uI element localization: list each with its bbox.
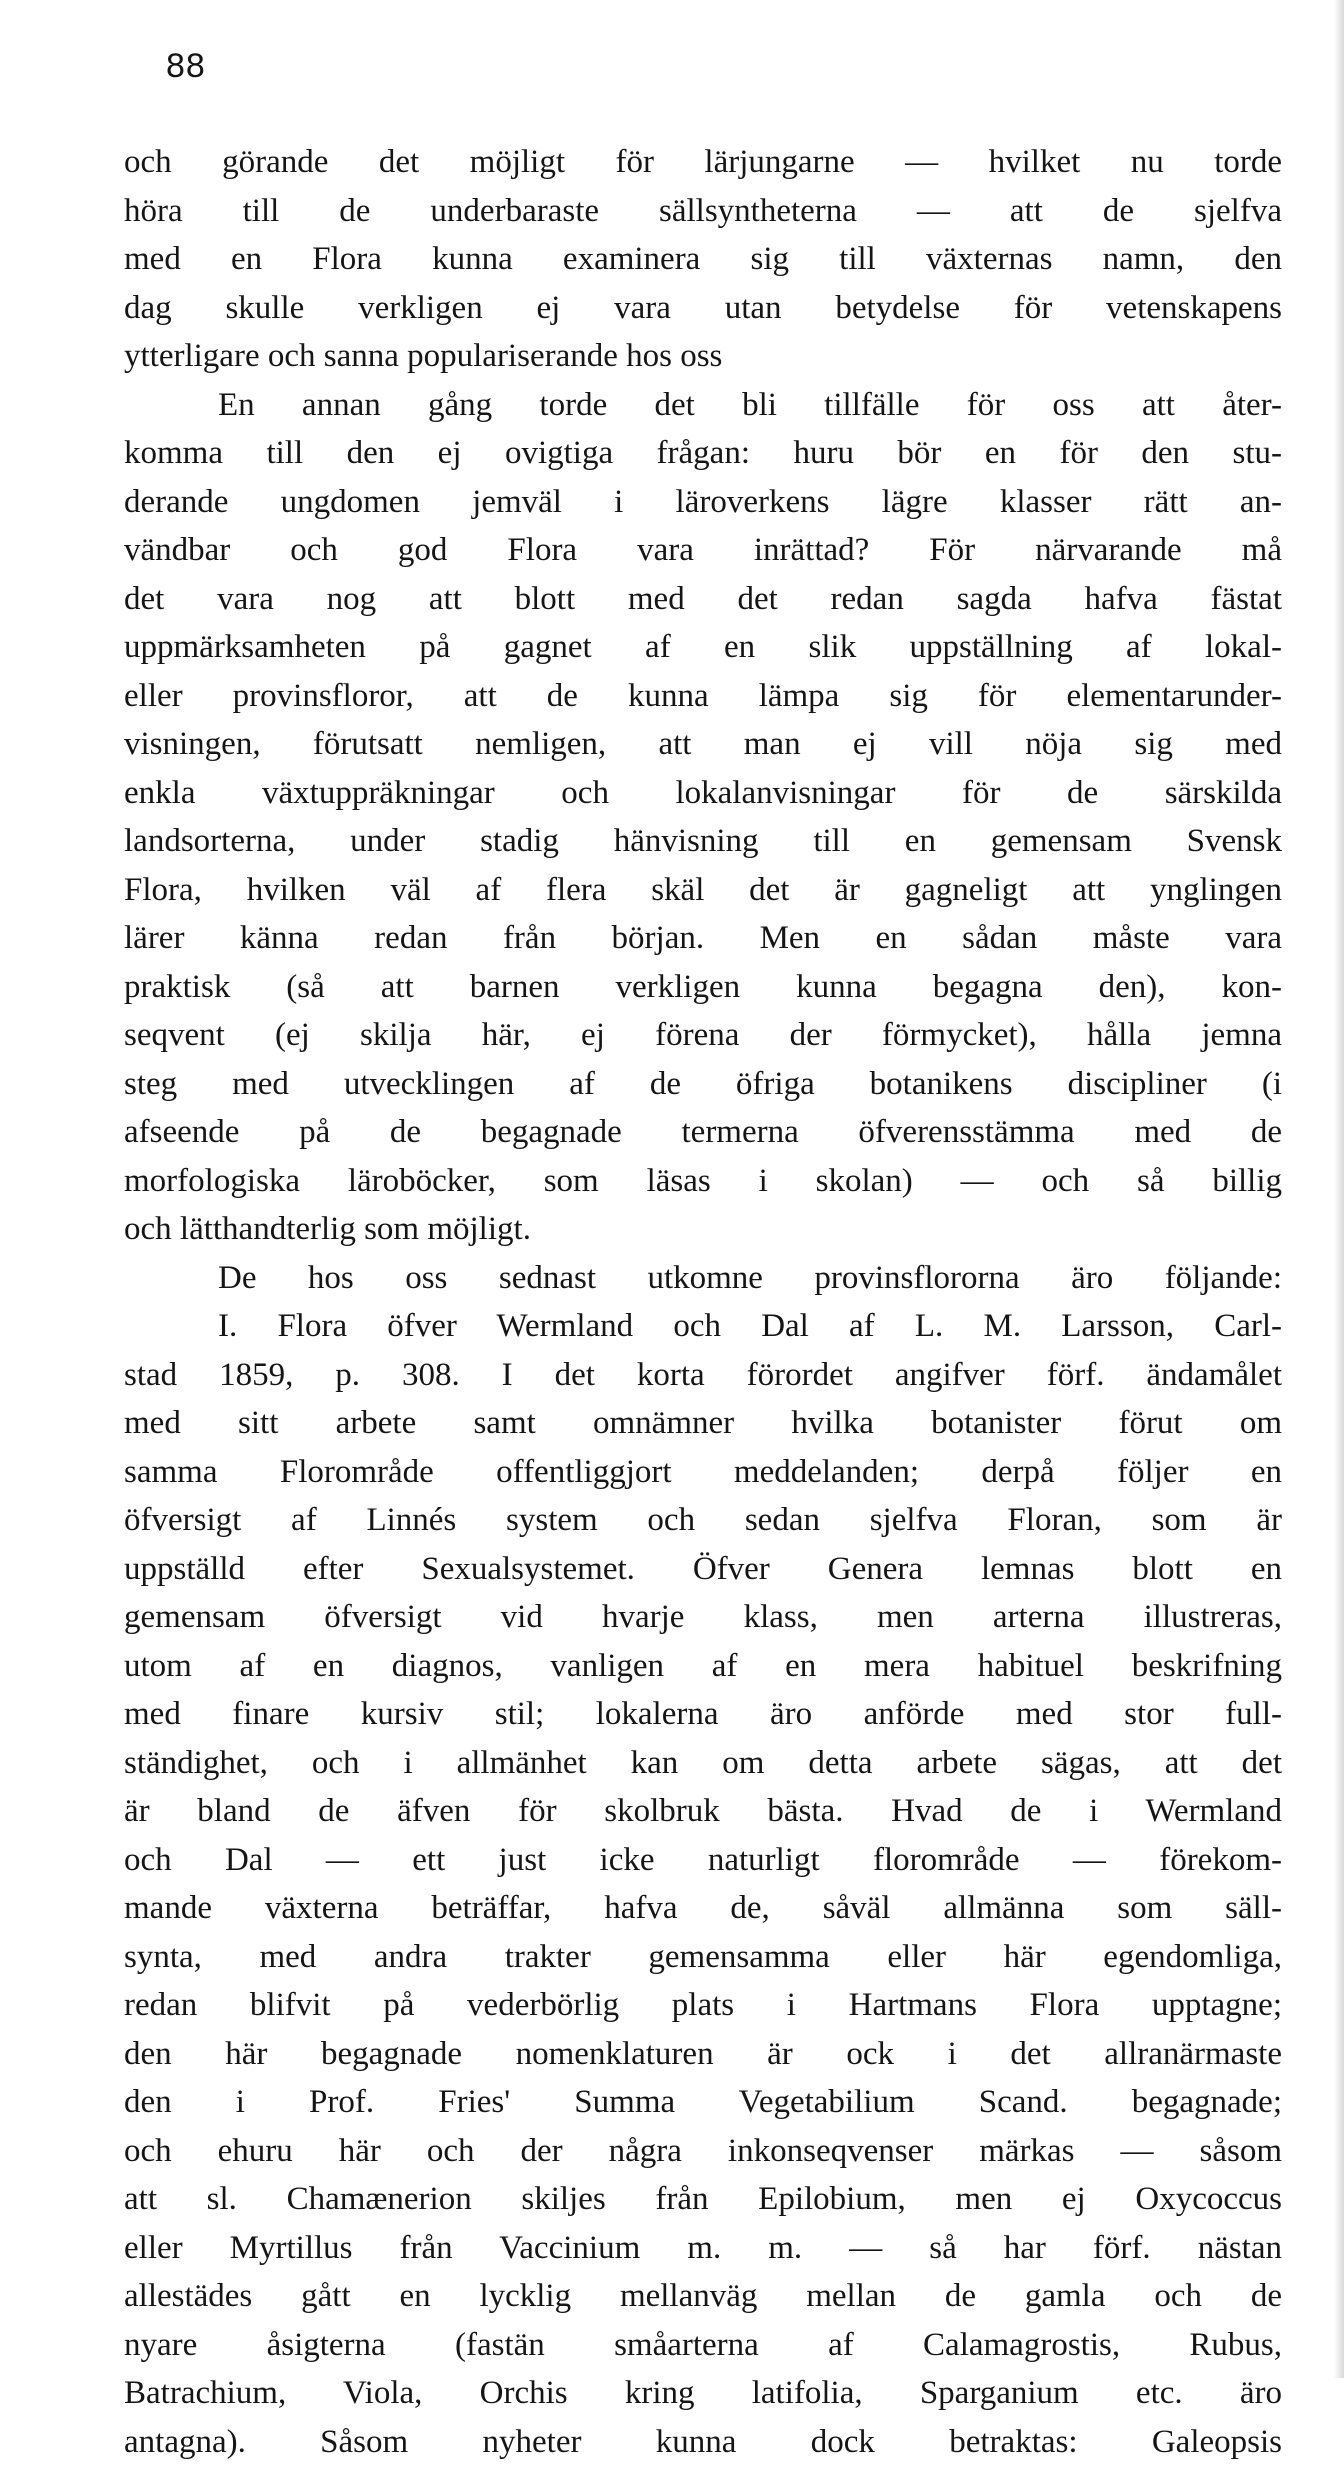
- page-number: 88: [166, 46, 206, 86]
- body-text: [124, 138, 1282, 2466]
- text-line: det vara nog att blott med det redan sagda hafva fästat: [124, 575, 1282, 624]
- text-line: derande ungdomen jemväl i läroverkens lägre klasser rätt an-: [124, 478, 1282, 527]
- text-line: och ehuru här och der några inkonseqvenser märkas — såsom: [124, 2127, 1282, 2176]
- text-line: dag skulle verkligen ej vara utan betydelse för vetenskapens: [124, 284, 1282, 333]
- text-line: De hos oss sednast utkomne provinsflororna äro följande:: [124, 1254, 1282, 1303]
- text-line: morfologiska läroböcker, som läsas i skolan) — och så billig: [124, 1157, 1282, 1206]
- text-line: den här begagnade nomenklaturen är ock i det allranärmaste: [124, 2030, 1282, 2079]
- text-line: seqvent (ej skilja här, ej förena der förmycket), hålla jemna: [124, 1011, 1282, 1060]
- text-line: I. Flora öfver Wermland och Dal af L. M. Larsson, Carl-: [124, 1302, 1282, 1351]
- text-line: lärer känna redan från början. Men en sådan måste vara: [124, 914, 1282, 963]
- text-line: mande växterna beträffar, hafva de, såväl allmänna som säll-: [124, 1884, 1282, 1933]
- text-line: och Dal — ett just icke naturligt florområde — förekom-: [124, 1836, 1282, 1885]
- text-line: afseende på de begagnade termerna öfverensstämma med de: [124, 1108, 1282, 1157]
- text-line: eller Myrtillus från Vaccinium m. m. — så har förf. nästan: [124, 2224, 1282, 2273]
- text-line: enkla växtuppräkningar och lokalanvisningar för de särskilda: [124, 769, 1282, 818]
- text-line: och görande det möjligt för lärjungarne — hvilket nu torde: [124, 138, 1282, 187]
- text-line: uppställd efter Sexualsystemet. Öfver Genera lemnas blott en: [124, 1545, 1282, 1594]
- page-edge-shadow: [1334, 0, 1344, 2378]
- text-line: landsorterna, under stadig hänvisning till en gemensam Svensk: [124, 817, 1282, 866]
- text-line: och lätthandterlig som möjligt.: [124, 1205, 1282, 1254]
- text-line: utom af en diagnos, vanligen af en mera habituel beskrifning: [124, 1642, 1282, 1691]
- text-line: den i Prof. Fries' Summa Vegetabilium Scand. begagnade;: [124, 2078, 1282, 2127]
- text-line: eller provinsfloror, att de kunna lämpa sig för elementarunder-: [124, 672, 1282, 721]
- text-line: stad 1859, p. 308. I det korta förordet angifver förf. ändamålet: [124, 1351, 1282, 1400]
- text-line: allestädes gått en lycklig mellanväg mellan de gamla och de: [124, 2272, 1282, 2321]
- text-line: nyare åsigterna (fastän småarterna af Calamagrostis, Rubus,: [124, 2321, 1282, 2370]
- text-line: redan blifvit på vederbörlig plats i Hartmans Flora upptagne;: [124, 1981, 1282, 2030]
- text-line: med en Flora kunna examinera sig till växternas namn, den: [124, 235, 1282, 284]
- text-line: uppmärksamheten på gagnet af en slik uppställning af lokal-: [124, 623, 1282, 672]
- text-line: är bland de äfven för skolbruk bästa. Hvad de i Wermland: [124, 1787, 1282, 1836]
- text-line: Flora, hvilken väl af flera skäl det är gagneligt att ynglingen: [124, 866, 1282, 915]
- text-line: med sitt arbete samt omnämner hvilka botanister förut om: [124, 1399, 1282, 1448]
- text-line: att sl. Chamænerion skiljes från Epilobium, men ej Oxycoccus: [124, 2175, 1282, 2224]
- text-line: med finare kursiv stil; lokalerna äro anförde med stor full-: [124, 1690, 1282, 1739]
- text-line: En annan gång torde det bli tillfälle för oss att åter-: [124, 381, 1282, 430]
- text-line: ytterligare och sanna populariserande hos oss: [124, 332, 1282, 381]
- text-line: vändbar och god Flora vara inrättad? För närvarande må: [124, 526, 1282, 575]
- text-line: Batrachium, Viola, Orchis kring latifolia, Sparganium etc. äro: [124, 2369, 1282, 2418]
- text-line: synta, med andra trakter gemensamma eller här egendomliga,: [124, 1933, 1282, 1982]
- text-line: gemensam öfversigt vid hvarje klass, men arterna illustreras,: [124, 1593, 1282, 1642]
- text-line: öfversigt af Linnés system och sedan sjelfva Floran, som är: [124, 1496, 1282, 1545]
- text-line: komma till den ej ovigtiga frågan: huru bör en för den stu-: [124, 429, 1282, 478]
- text-line: höra till de underbaraste sällsyntheterna — att de sjelfva: [124, 187, 1282, 236]
- text-line: praktisk (så att barnen verkligen kunna begagna den), kon-: [124, 963, 1282, 1012]
- text-line: visningen, förutsatt nemligen, att man ej vill nöja sig med: [124, 720, 1282, 769]
- text-line: steg med utvecklingen af de öfriga botanikens discipliner (i: [124, 1060, 1282, 1109]
- text-line: antagna). Såsom nyheter kunna dock betraktas: Galeopsis: [124, 2418, 1282, 2466]
- text-line: ständighet, och i allmänhet kan om detta arbete sägas, att det: [124, 1739, 1282, 1788]
- text-line: samma Florområde offentliggjort meddelanden; derpå följer en: [124, 1448, 1282, 1497]
